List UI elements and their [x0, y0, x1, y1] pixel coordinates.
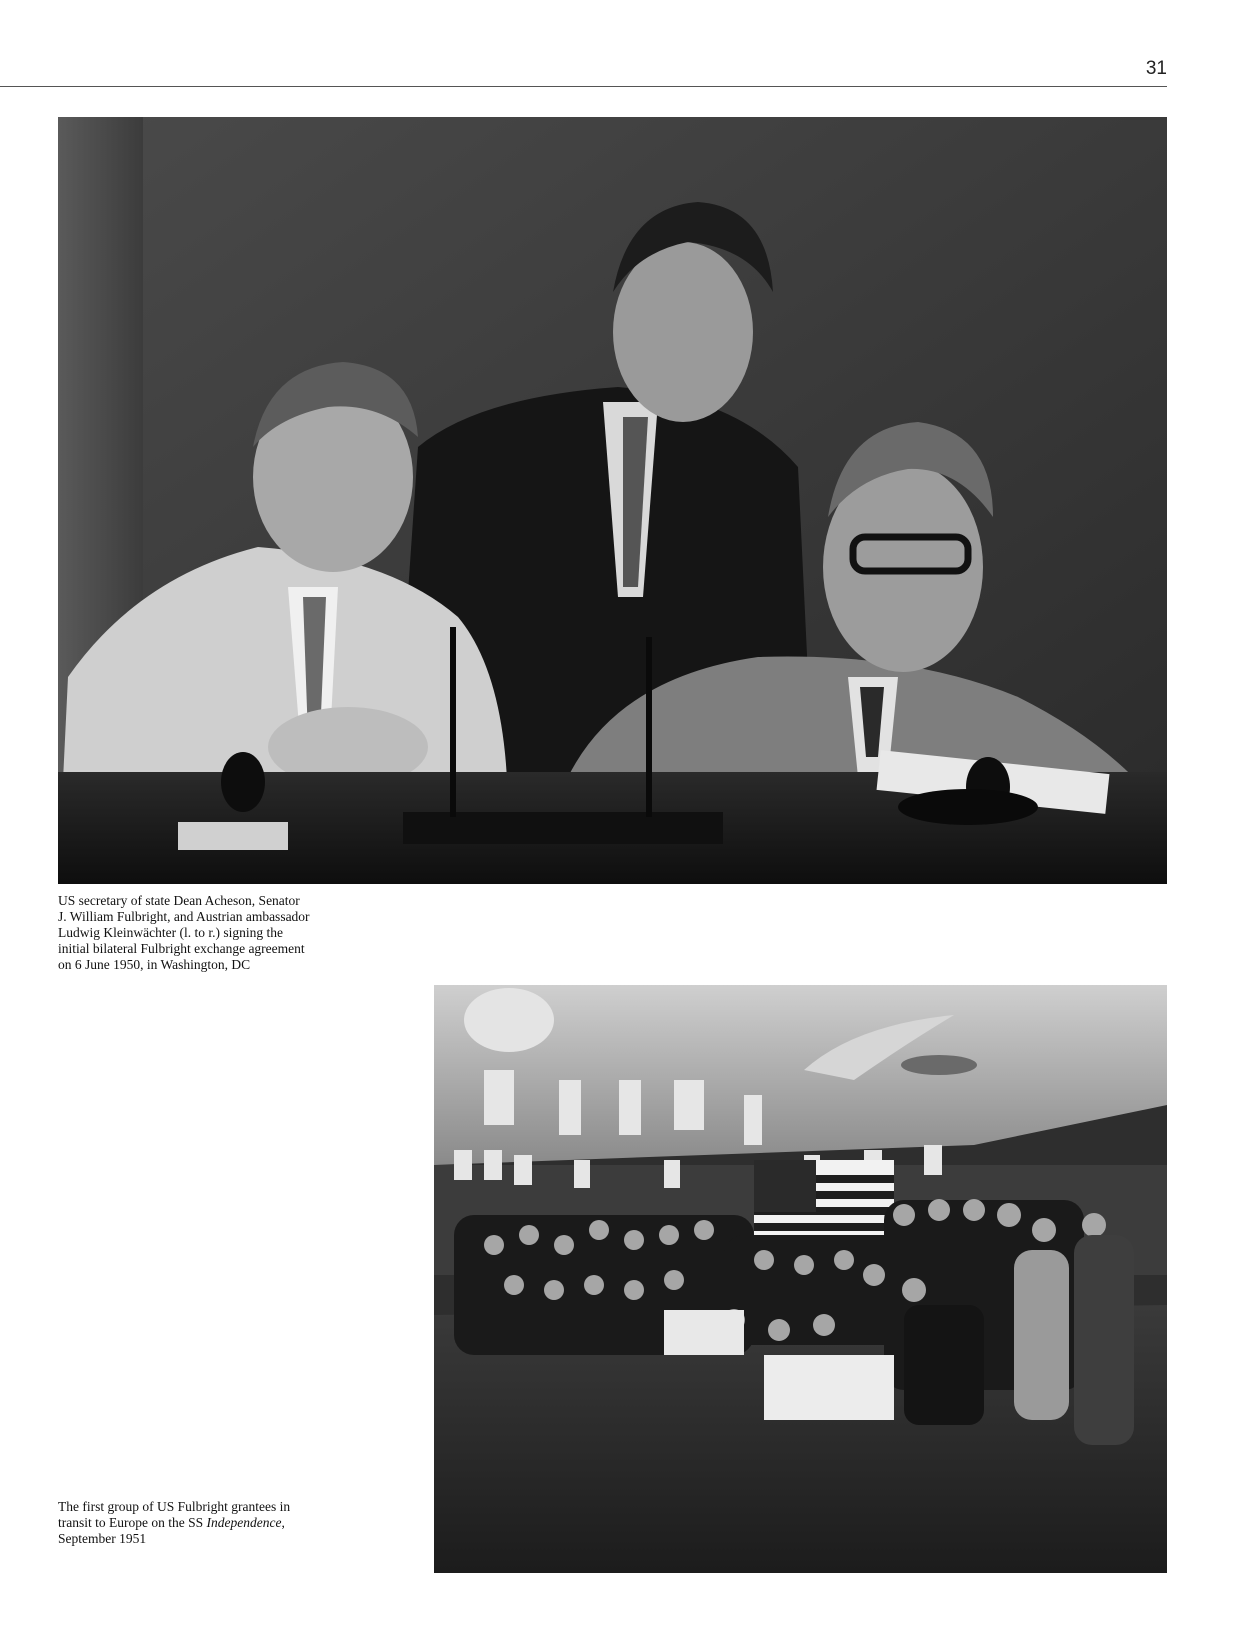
caption-line: US secretary of state Dean Acheson, Senator	[58, 893, 300, 908]
caption-line: The first group of US Fulbright grantees in	[58, 1499, 291, 1514]
caption-fulbright-grantees	[58, 1499, 318, 1547]
caption-line	[58, 1515, 318, 1531]
page-number: 31	[1145, 58, 1167, 79]
ship-name: Independence	[206, 1515, 282, 1530]
caption-line: on 6 June 1950, in Washington, DC	[58, 957, 251, 972]
photo-signing-ceremony-image	[58, 117, 1167, 884]
caption-text: ,	[281, 1515, 285, 1530]
photo-fulbright-grantees-image	[434, 985, 1167, 1573]
caption-text: transit to Europe on the SS	[58, 1515, 207, 1530]
caption-line: September 1951	[58, 1531, 147, 1546]
photo-signing-ceremony	[58, 117, 1167, 884]
photo-fulbright-grantees	[434, 985, 1167, 1573]
caption-line: initial bilateral Fulbright exchange agreement	[58, 941, 305, 956]
caption-line: J. William Fulbright, and Austrian ambassador	[58, 909, 310, 924]
caption-line: Ludwig Kleinwächter (l. to r.) signing the	[58, 925, 283, 940]
caption-signing-ceremony	[58, 893, 328, 973]
header-rule	[0, 86, 1167, 87]
